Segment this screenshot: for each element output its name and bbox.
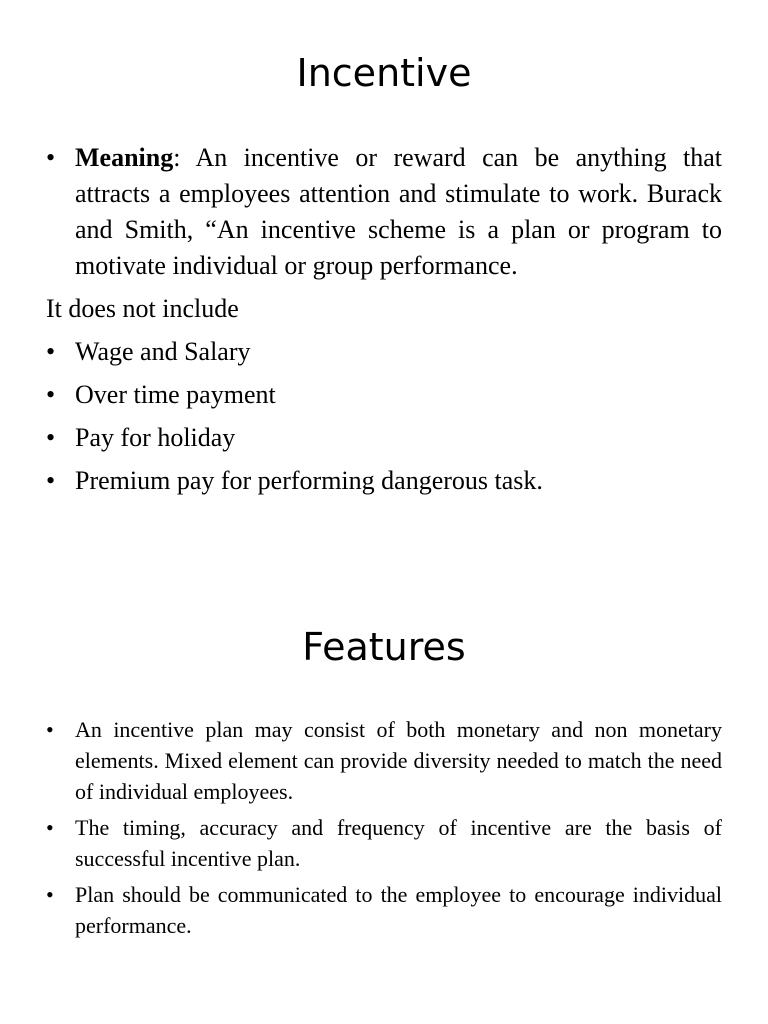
exclusion-text: Pay for holiday	[75, 423, 236, 452]
features-body	[46, 714, 722, 946]
exclusion-text: Premium pay for performing dangerous task.	[75, 466, 543, 495]
slide-title-incentive: Incentive	[296, 51, 472, 95]
exclusion-item	[46, 420, 722, 456]
meaning-label: Meaning	[75, 143, 174, 172]
bullet-dot: •	[46, 380, 56, 409]
meaning-bullet	[46, 140, 722, 284]
features-slide	[0, 600, 768, 1024]
exclusion-text: Over time payment	[75, 380, 276, 409]
bullet-dot: •	[46, 143, 56, 172]
feature-item	[46, 812, 722, 874]
slide-title-features: Features	[302, 625, 466, 669]
incentive-body	[46, 140, 722, 506]
bullet-dot: •	[46, 882, 54, 907]
bullet-dot: •	[46, 423, 56, 452]
feature-item	[46, 714, 722, 807]
meaning-text: : An incentive or reward can be anything that attracts a employees attention and stimulate to work. Burack and Smith, “An incentive scheme is a plan or program to motivate individual or group performance.	[75, 143, 722, 280]
feature-item	[46, 879, 722, 941]
bullet-dot: •	[46, 717, 54, 742]
feature-text: The timing, accuracy and frequency of incentive are the basis of successful incentive plan.	[75, 815, 722, 871]
feature-text: An incentive plan may consist of both monetary and non monetary elements. Mixed element can provide diversity needed to match the need of individual employees.	[75, 717, 722, 804]
bullet-dot: •	[46, 815, 54, 840]
bullet-dot: •	[46, 466, 56, 495]
bullet-dot: •	[46, 337, 56, 366]
excludes-intro: It does not include	[46, 294, 239, 323]
feature-text: Plan should be communicated to the employee to encourage individual performance.	[75, 882, 722, 938]
exclusion-item	[46, 377, 722, 413]
exclusion-item	[46, 334, 722, 370]
exclusion-text: Wage and Salary	[75, 337, 251, 366]
exclusion-item	[46, 463, 722, 499]
